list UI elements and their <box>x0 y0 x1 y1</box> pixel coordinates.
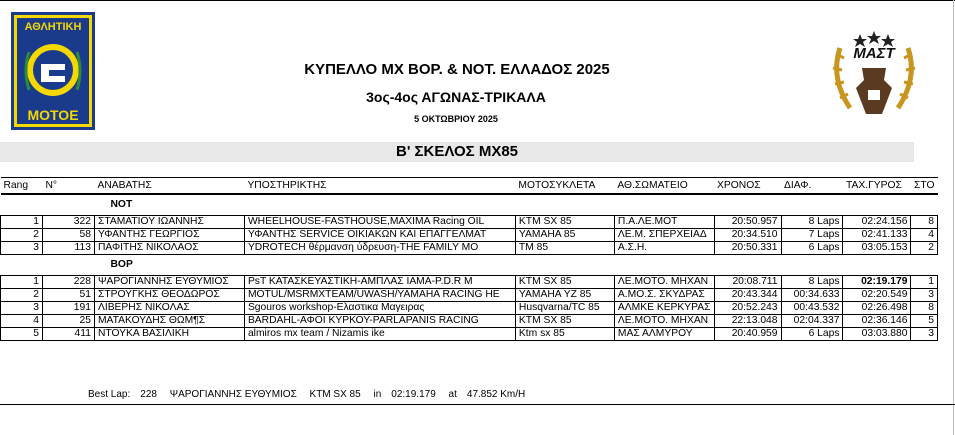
best-lap-bike: KTM SX 85 <box>309 389 361 400</box>
cell-time: 20:40.959 <box>714 328 781 341</box>
best-lap-speed: 47.852 Km/H <box>466 389 526 400</box>
cell-time: 22:13.048 <box>714 315 781 328</box>
col-header-club: ΑΘ.ΣΩΜΑΤΕΙΟ <box>614 178 714 195</box>
cell-lap: 3 <box>911 289 938 302</box>
cell-rider: ΜΑΤΑΚΟΥΔΗΣ ΘΩΜ¶Σ <box>94 315 244 328</box>
cell-sponsor: YDROTECH θέρμανση ύδρευση-THE FAMILY MO <box>244 242 515 255</box>
cell-sponsor: Sgouros workshop-Ελαστικα Μαγειρας <box>244 302 515 315</box>
cell-lap: 4 <box>911 229 938 242</box>
event-date: 5 ΟΚΤΩΒΡΙΟΥ 2025 <box>414 114 498 124</box>
cell-rank: 1 <box>1 216 43 229</box>
group-header-row <box>1 194 938 216</box>
best-lap-at-label: at <box>448 389 457 400</box>
right-rule <box>953 0 954 435</box>
table-row <box>1 276 938 289</box>
cell-bike: Husqvarna/TC 85 <box>515 302 614 315</box>
cell-best-lap: 03:05.153 <box>843 242 911 255</box>
table-row <box>1 242 938 255</box>
cell-rank: 3 <box>1 302 43 315</box>
cell-number: 51 <box>42 289 94 302</box>
best-lap-label: Best Lap: <box>88 389 131 400</box>
cell-rank: 2 <box>1 229 43 242</box>
cell-bike: YAMAHA 85 <box>515 229 614 242</box>
cell-diff: 7 Laps <box>781 229 843 242</box>
cell-diff: 00:34.633 <box>781 289 843 302</box>
table-row <box>1 216 938 229</box>
cell-lap: 5 <box>911 315 938 328</box>
cell-rider: ΝΤΟΥΚΑ ΒΑΣΙΛΙΚΗ <box>94 328 244 341</box>
cell-rider: ΠΑΦΙΤΗΣ ΝΙΚΟΛΑΟΣ <box>94 242 244 255</box>
cell-time: 20:43.344 <box>714 289 781 302</box>
cell-sponsor: BARDAHL-ΑΦΟΙ ΚΥΡΚΟΥ-PARLAPANIS RACING <box>244 315 515 328</box>
logo-left-bottom-text: ΜΟΤΟΕ <box>27 107 79 123</box>
cell-lap: 8 <box>911 302 938 315</box>
logo-right-text: ΜΑΣΤ <box>853 45 895 62</box>
best-lap-in-label: in <box>373 389 382 400</box>
cell-bike: KTM SX 85 <box>515 216 614 229</box>
col-header-time: ΧΡΟΝΟΣ <box>714 178 781 195</box>
cell-best-lap: 03:03.880 <box>843 328 911 341</box>
cell-rank: 5 <box>1 328 43 341</box>
cell-best-lap: 02:19.179 <box>843 276 911 289</box>
col-header-rider: ΑΝΑΒΑΤΗΣ <box>94 178 244 195</box>
cell-club: ΑΛΜΚΕ ΚΕΡΚΥΡΑΣ <box>614 302 714 315</box>
page-title: ΚΥΠΕΛΛΟ MX ΒΟΡ. & ΝΟΤ. ΕΛΛΑΔΟΣ 2025 <box>304 61 610 78</box>
cell-number: 25 <box>42 315 94 328</box>
table-header-row <box>1 178 938 195</box>
cell-bike: TM 85 <box>515 242 614 255</box>
cell-best-lap: 02:24.156 <box>843 216 911 229</box>
cell-club: Α.ΜΟ.Σ. ΣΚΥΔΡΑΣ <box>614 289 714 302</box>
table-row <box>1 315 938 328</box>
cell-rider: ΛΙΒΕΡΗΣ ΝΙΚΟΛΑΣ <box>94 302 244 315</box>
results-table <box>0 177 938 341</box>
cell-best-lap: 02:20.549 <box>843 289 911 302</box>
cell-rank: 1 <box>1 276 43 289</box>
cell-diff: 6 Laps <box>781 242 843 255</box>
cell-sponsor: PsT ΚΑΤΑΣΚΕΥΑΣΤΙΚΗ-ΑΜΠΛΑΣ ΙΑΜΑ-P.D.R M <box>244 276 515 289</box>
cell-club: ΛΕ.ΜΟΤΟ. ΜΗΧΑΝ <box>614 315 714 328</box>
cell-lap: 2 <box>911 242 938 255</box>
cell-time: 20:50.331 <box>714 242 781 255</box>
section-title: Β' ΣΚΕΛΟΣ MX85 <box>395 143 519 160</box>
bottom-rule <box>0 404 955 405</box>
cell-bike: Ktm sx 85 <box>515 328 614 341</box>
event-subtitle: 3ος-4ος ΑΓΩΝΑΣ-ΤΡΙΚΑΛΑ <box>366 89 546 105</box>
cell-diff: 6 Laps <box>781 328 843 341</box>
best-lap-line <box>88 389 535 400</box>
cell-rider: ΨΑΡΟΓΙΑΝΝΗΣ ΕΥΘΥΜΙΟΣ <box>94 276 244 289</box>
cell-bike: KTM SX 85 <box>515 276 614 289</box>
cell-time: 20:08.711 <box>714 276 781 289</box>
cell-best-lap: 02:36.146 <box>843 315 911 328</box>
cell-club: ΛΕ.ΜΟΤΟ. ΜΗΧΑΝ <box>614 276 714 289</box>
col-header-lap: ΣΤΟ <box>911 178 938 195</box>
cell-best-lap: 02:26.498 <box>843 302 911 315</box>
best-lap-time: 02:19.179 <box>391 389 436 400</box>
col-header-number: N° <box>42 178 94 195</box>
cell-rank: 4 <box>1 315 43 328</box>
cell-club: ΜΑΣ ΑΛΜΥΡΟΥ <box>614 328 714 341</box>
cell-club: Α.Σ.Η. <box>614 242 714 255</box>
logo-left-top-text: ΑΘΛΗΤΙΚΗ <box>24 21 82 33</box>
cell-number: 191 <box>42 302 94 315</box>
best-lap-number: 228 <box>140 389 157 400</box>
col-header-sponsor: ΥΠΟΣΤΗΡΙΚΤΗΣ <box>244 178 515 195</box>
top-rule <box>0 0 955 1</box>
cell-lap: 8 <box>911 216 938 229</box>
cell-best-lap: 02:41.133 <box>843 229 911 242</box>
cell-sponsor: ΥΦΑΝΤΗΣ SERVICE ΟΙΚΙΑΚΩΝ ΚΑΙ ΕΠΑΓΓΕΛΜΑΤ <box>244 229 515 242</box>
table-row <box>1 289 938 302</box>
table-row <box>1 302 938 315</box>
cell-diff: 8 Laps <box>781 276 843 289</box>
results-body <box>1 194 938 341</box>
cell-diff: 02:04.337 <box>781 315 843 328</box>
cell-number: 228 <box>42 276 94 289</box>
col-header-diff: ΔΙΑΦ. <box>781 178 843 195</box>
cell-rank: 3 <box>1 242 43 255</box>
cell-club: Π.Α.ΛΕ.ΜΟΤ <box>614 216 714 229</box>
cell-rider: ΣΤΡΟΥΓΚΗΣ ΘΕΟΔΩΡΟΣ <box>94 289 244 302</box>
cell-time: 20:52.243 <box>714 302 781 315</box>
cell-lap: 1 <box>911 276 938 289</box>
cell-rank: 2 <box>1 289 43 302</box>
cell-number: 58 <box>42 229 94 242</box>
cell-rider: ΣΤΑΜΑΤΙΟΥ ΙΩΑΝΝΗΣ <box>94 216 244 229</box>
best-lap-rider: ΨΑΡΟΓΙΑΝΝΗΣ ΕΥΘΥΜΙΟΣ <box>169 389 297 400</box>
cell-club: ΛΕ.Μ. ΣΠΕΡΧΕΙΑΔ <box>614 229 714 242</box>
col-header-rank: Rang <box>1 178 43 195</box>
group-header-row <box>1 255 938 276</box>
cell-lap: 3 <box>911 328 938 341</box>
cell-time: 20:34.510 <box>714 229 781 242</box>
section-title-bar <box>0 142 914 162</box>
cell-diff: 8 Laps <box>781 216 843 229</box>
cell-number: 411 <box>42 328 94 341</box>
cell-bike: YAMAHA YZ 85 <box>515 289 614 302</box>
cell-rider: ΥΦΑΝΤΗΣ ΓΕΩΡΓΙΟΣ <box>94 229 244 242</box>
cell-bike: KTM SX 85 <box>515 315 614 328</box>
cell-time: 20:50.957 <box>714 216 781 229</box>
cell-sponsor: MOTUL/MSRMXTEAM/UWASH/YAMAHA RACING HE <box>244 289 515 302</box>
table-row <box>1 229 938 242</box>
group-title: ΒΟΡ <box>110 259 133 270</box>
cell-number: 322 <box>42 216 94 229</box>
cell-sponsor: WHEELHOUSE-FASTHOUSE,MAXIMA Racing OIL <box>244 216 515 229</box>
col-header-best-lap: ΤΑΧ.ΓΥΡΟΣ <box>843 178 911 195</box>
cell-sponsor: almiros mx team / Nizamis ike <box>244 328 515 341</box>
col-header-bike: ΜΟΤΟΣΥΚΛΕΤΑ <box>515 178 614 195</box>
group-title: ΝΟΤ <box>110 199 133 210</box>
cell-number: 113 <box>42 242 94 255</box>
table-row <box>1 328 938 341</box>
cell-diff: 00:43.532 <box>781 302 843 315</box>
